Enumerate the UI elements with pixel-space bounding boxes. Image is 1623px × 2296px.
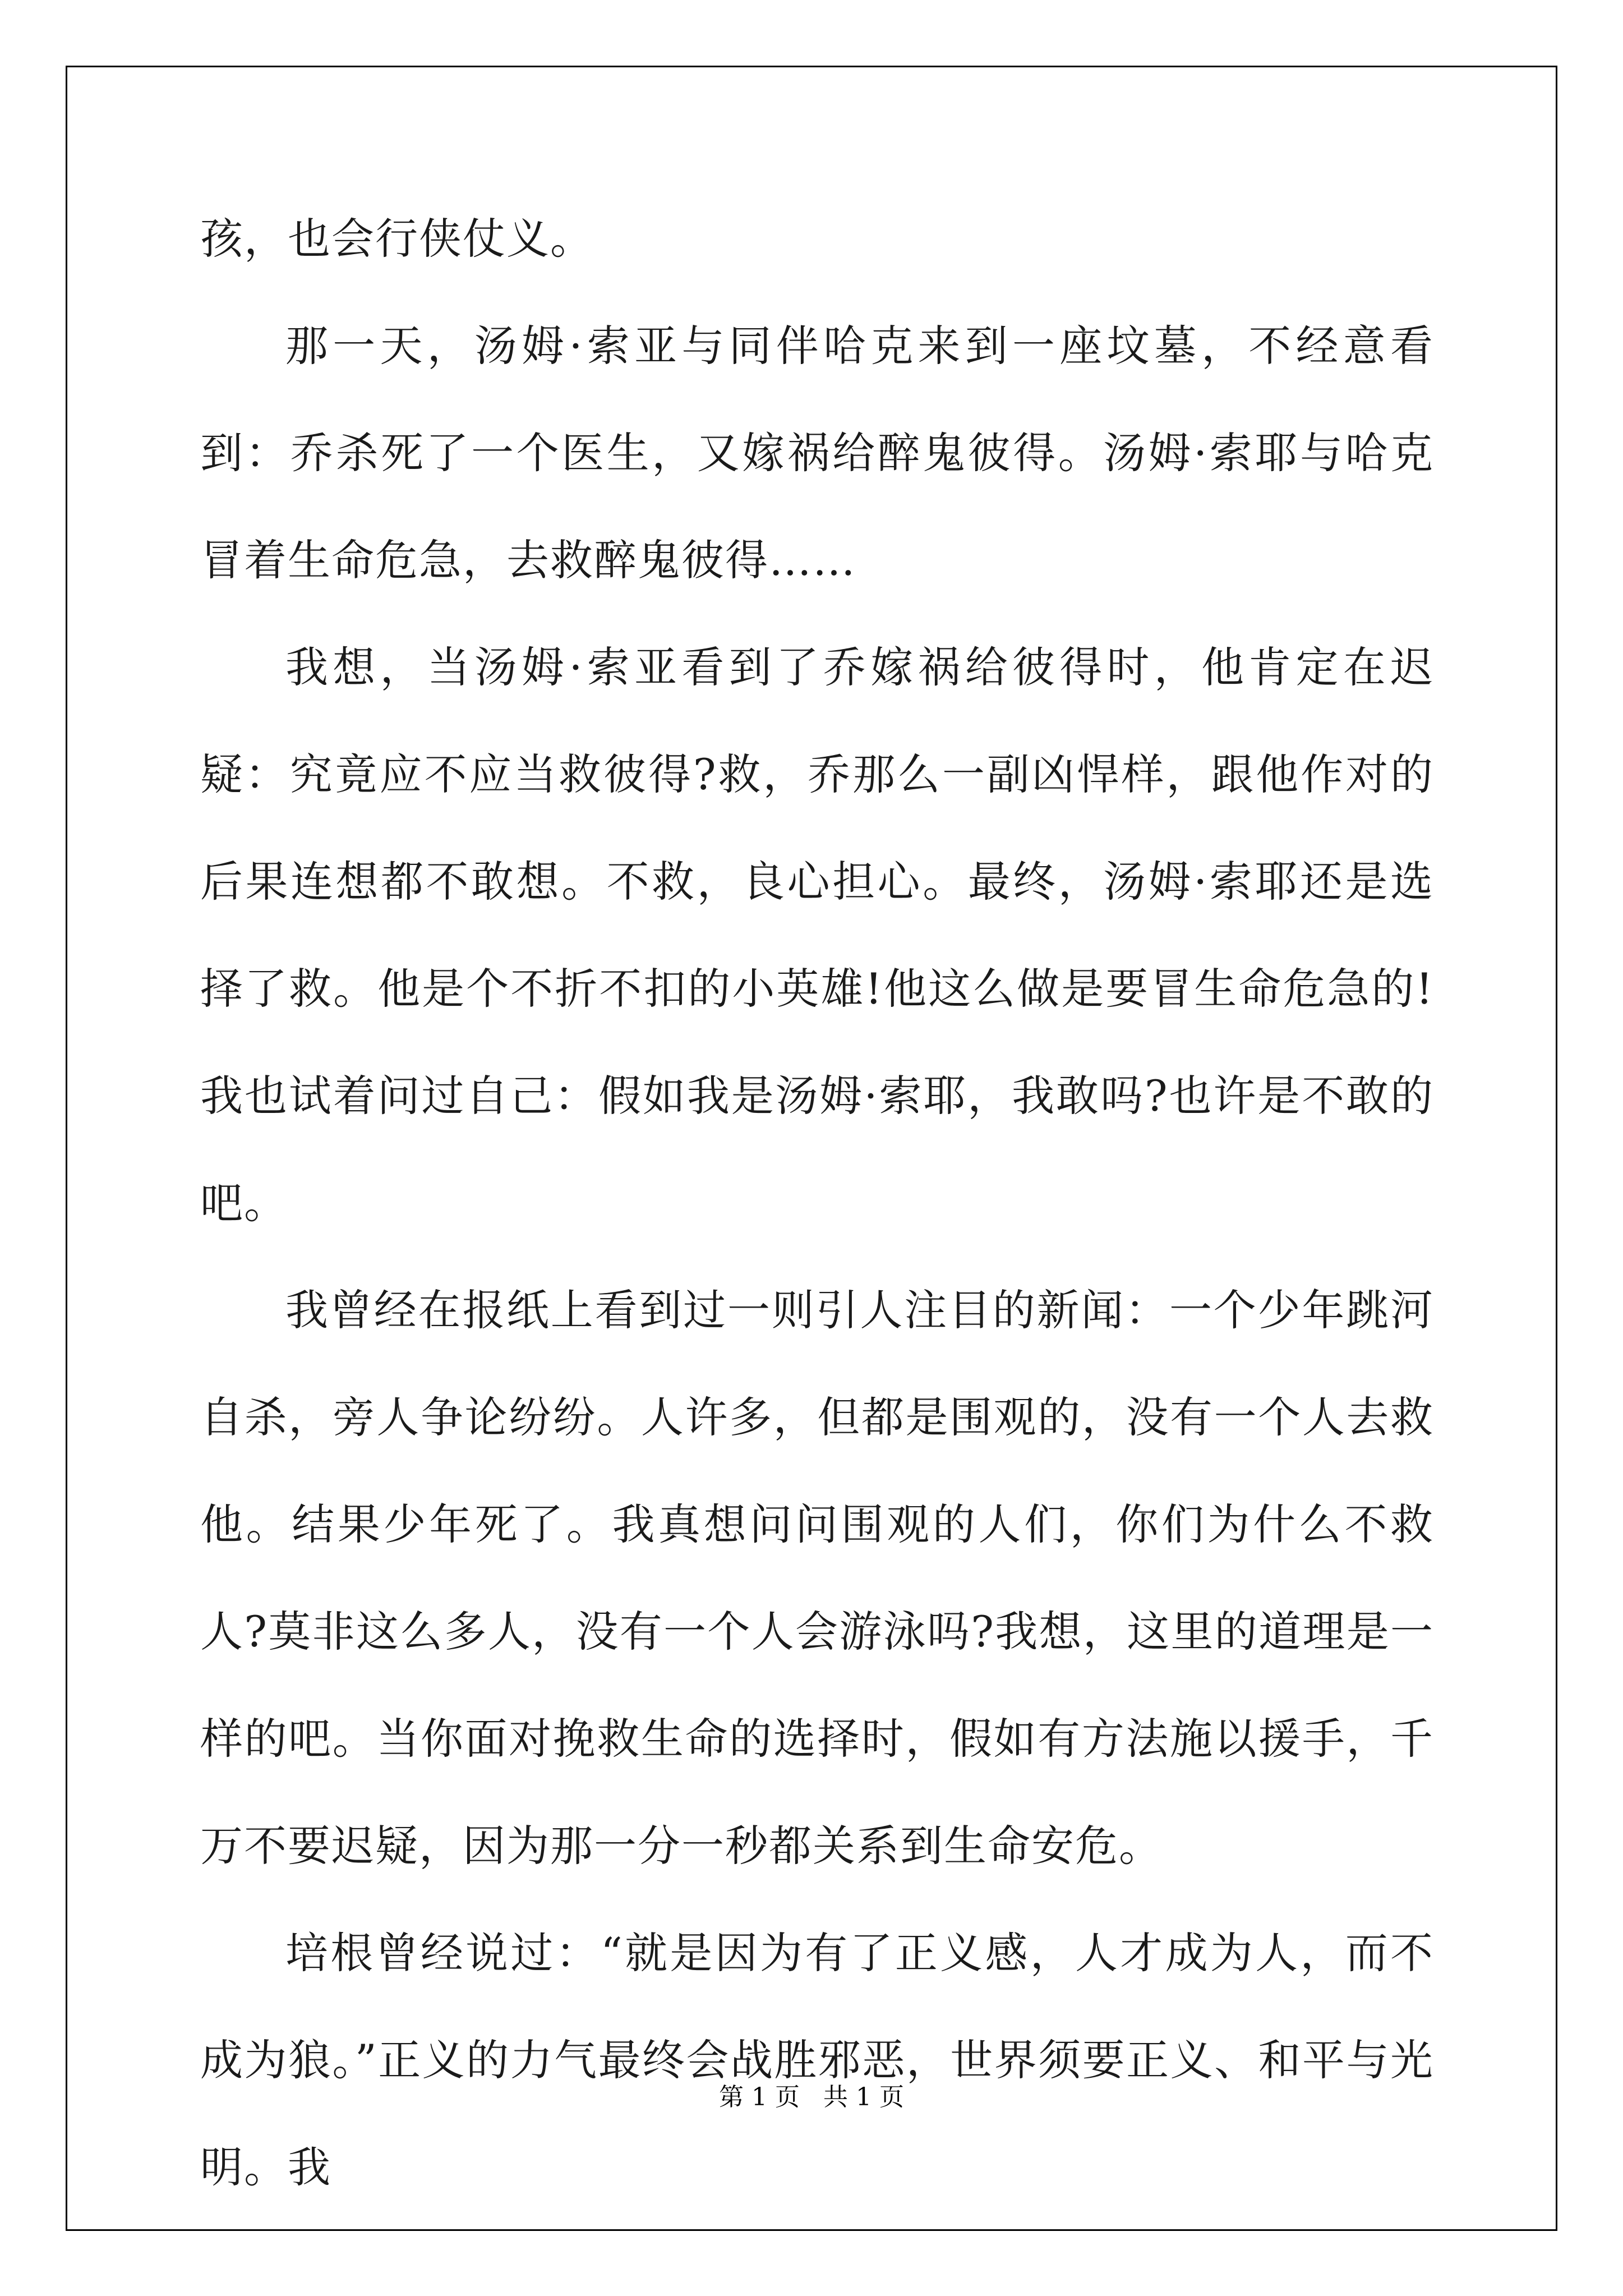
page-number: 第 1 页: [719, 2083, 800, 2111]
paragraph: 我曾经在报纸上看到过一则引人注目的新闻：一个少年跳河自杀，旁人争论纷纷。人许多，但都是围观的，没有一个人去救他。结果少年死了。我真想问问围观的人们，你们为什么不救人?莫非这么多人，没有一个人会游泳吗?我想，这里的道理是一样的吧。当你面对挽救生命的选择时，假如有方法施以援手，千万不要迟疑，因为那一分一秒都关系到生命安危。: [200, 1285, 1434, 1871]
document-body: [200, 185, 1434, 2221]
paragraph: 那一天，汤姆·索亚与同伴哈克来到一座坟墓，不经意看到：乔杀死了一个医生，又嫁祸给醉鬼彼得。汤姆·索耶与哈克冒着生命危急，去救醉鬼彼得……: [200, 321, 1434, 585]
page-total: 共 1 页: [823, 2083, 904, 2111]
paragraph: 我想，当汤姆·索亚看到了乔嫁祸给彼得时，他肯定在迟疑：究竟应不应当救彼得?救，乔那么一副凶悍样，跟他作对的后果连想都不敢想。不救，良心担心。最终，汤姆·索耶还是选择了救。他是个不折不扣的小英雄!他这么做是要冒生命危急的!我也试着问过自己：假如我是汤姆·索耶，我敢吗?也许是不敢的吧。: [200, 642, 1434, 1228]
paragraph: 孩，也会行侠仗义。: [200, 214, 594, 264]
paragraph: 培根曾经说过：“就是因为有了正义感，人才成为人，而不成为狼。”正义的力气最终会战胜邪恶，世界须要正义、和平与光明。我: [200, 1928, 1434, 2192]
page-footer: [0, 2077, 1623, 2113]
